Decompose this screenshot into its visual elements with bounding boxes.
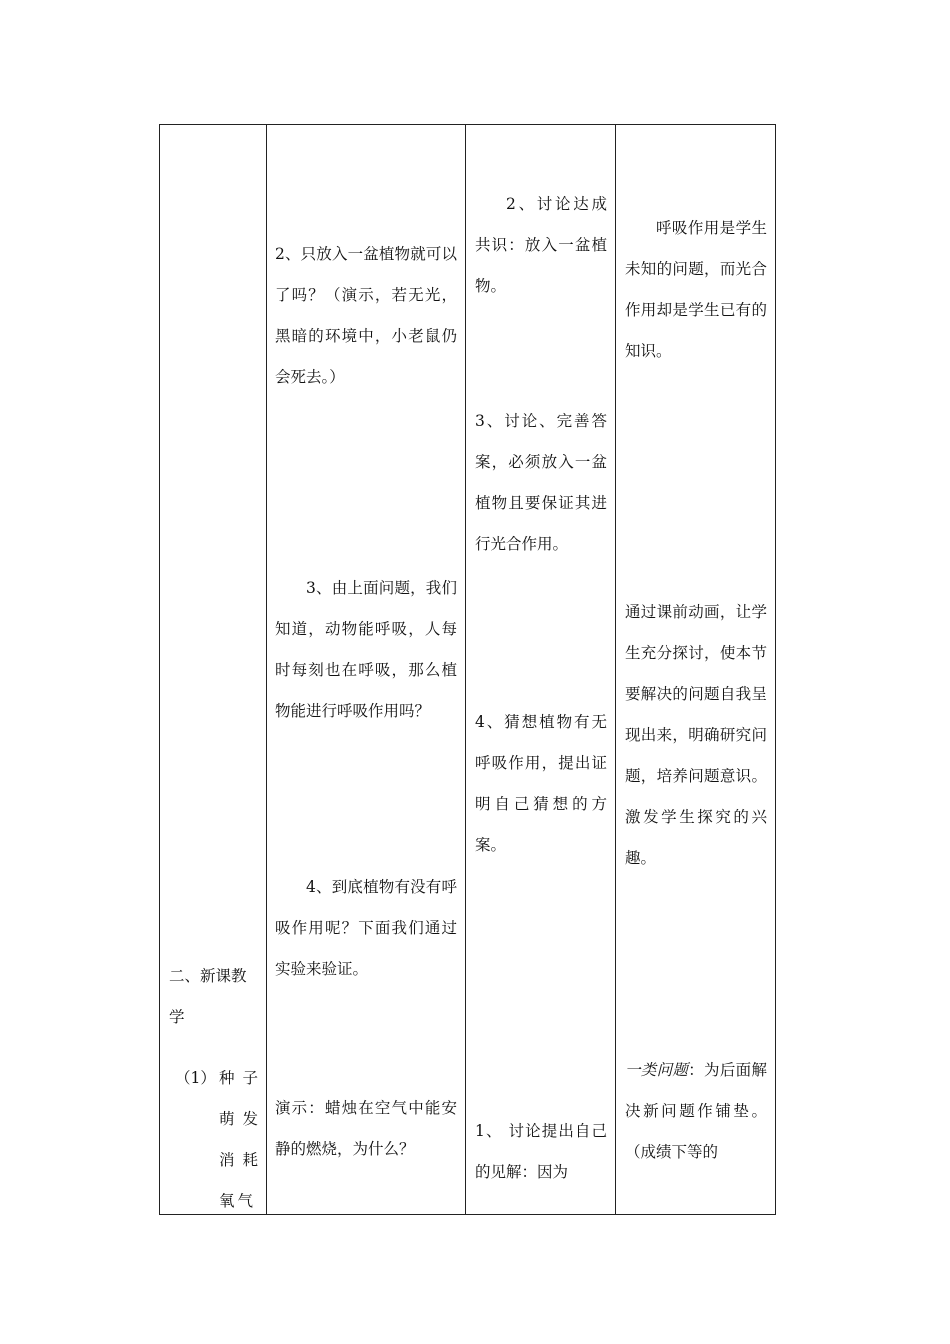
student-answer-2: 2、讨论达成共识：放入一盆植物。 xyxy=(475,195,607,295)
column-divider xyxy=(465,125,466,1214)
design-rationale-3: 一类问题：为后面解决新问题作铺垫。（成绩下等的 xyxy=(625,1061,767,1161)
teacher-question-3: 3、由上面问题，我们知道，动物能呼吸，人每时每刻也在呼吸，那么植物能进行呼吸作用吗？ xyxy=(275,579,457,720)
teacher-question-4: 4、到底植物有没有呼吸作用呢？下面我们通过实验来验证。 xyxy=(275,878,457,978)
design-rationale-1: 呼吸作用是学生未知的问题，而光合作用却是学生已有的知识。 xyxy=(625,219,767,360)
column-divider xyxy=(266,125,267,1214)
student-answer-3: 3、讨论、完善答案，必须放入一盆植物且要保证其进行光合作用。 xyxy=(475,412,607,553)
student-answer-4: 4、猜想植物有无呼吸作用，提出证明自己猜想的方案。 xyxy=(475,713,607,854)
item-number: （1） xyxy=(175,1069,216,1087)
section-title: 二、新课教学 xyxy=(169,967,247,1026)
item-text: 种子萌发消耗氧气 xyxy=(219,1069,261,1210)
teacher-demo: 演示：蜡烛在空气中能安静的燃烧，为什么？ xyxy=(275,1099,457,1158)
italic-term: 一类问题 xyxy=(625,1061,689,1079)
teacher-question-2: 2、只放入一盆植物就可以了吗？（演示，若无光，黑暗的环境中，小老鼠仍会死去。） xyxy=(275,245,457,386)
column-divider xyxy=(615,125,616,1214)
design-rationale-2: 通过课前动画，让学生充分探讨，使本节要解决的问题自我呈现出来，明确研究问题，培养问题意识。激发学生探究的兴趣。 xyxy=(625,603,767,867)
student-answer-1: 1、 讨论提出自己的见解：因为 xyxy=(475,1122,607,1181)
